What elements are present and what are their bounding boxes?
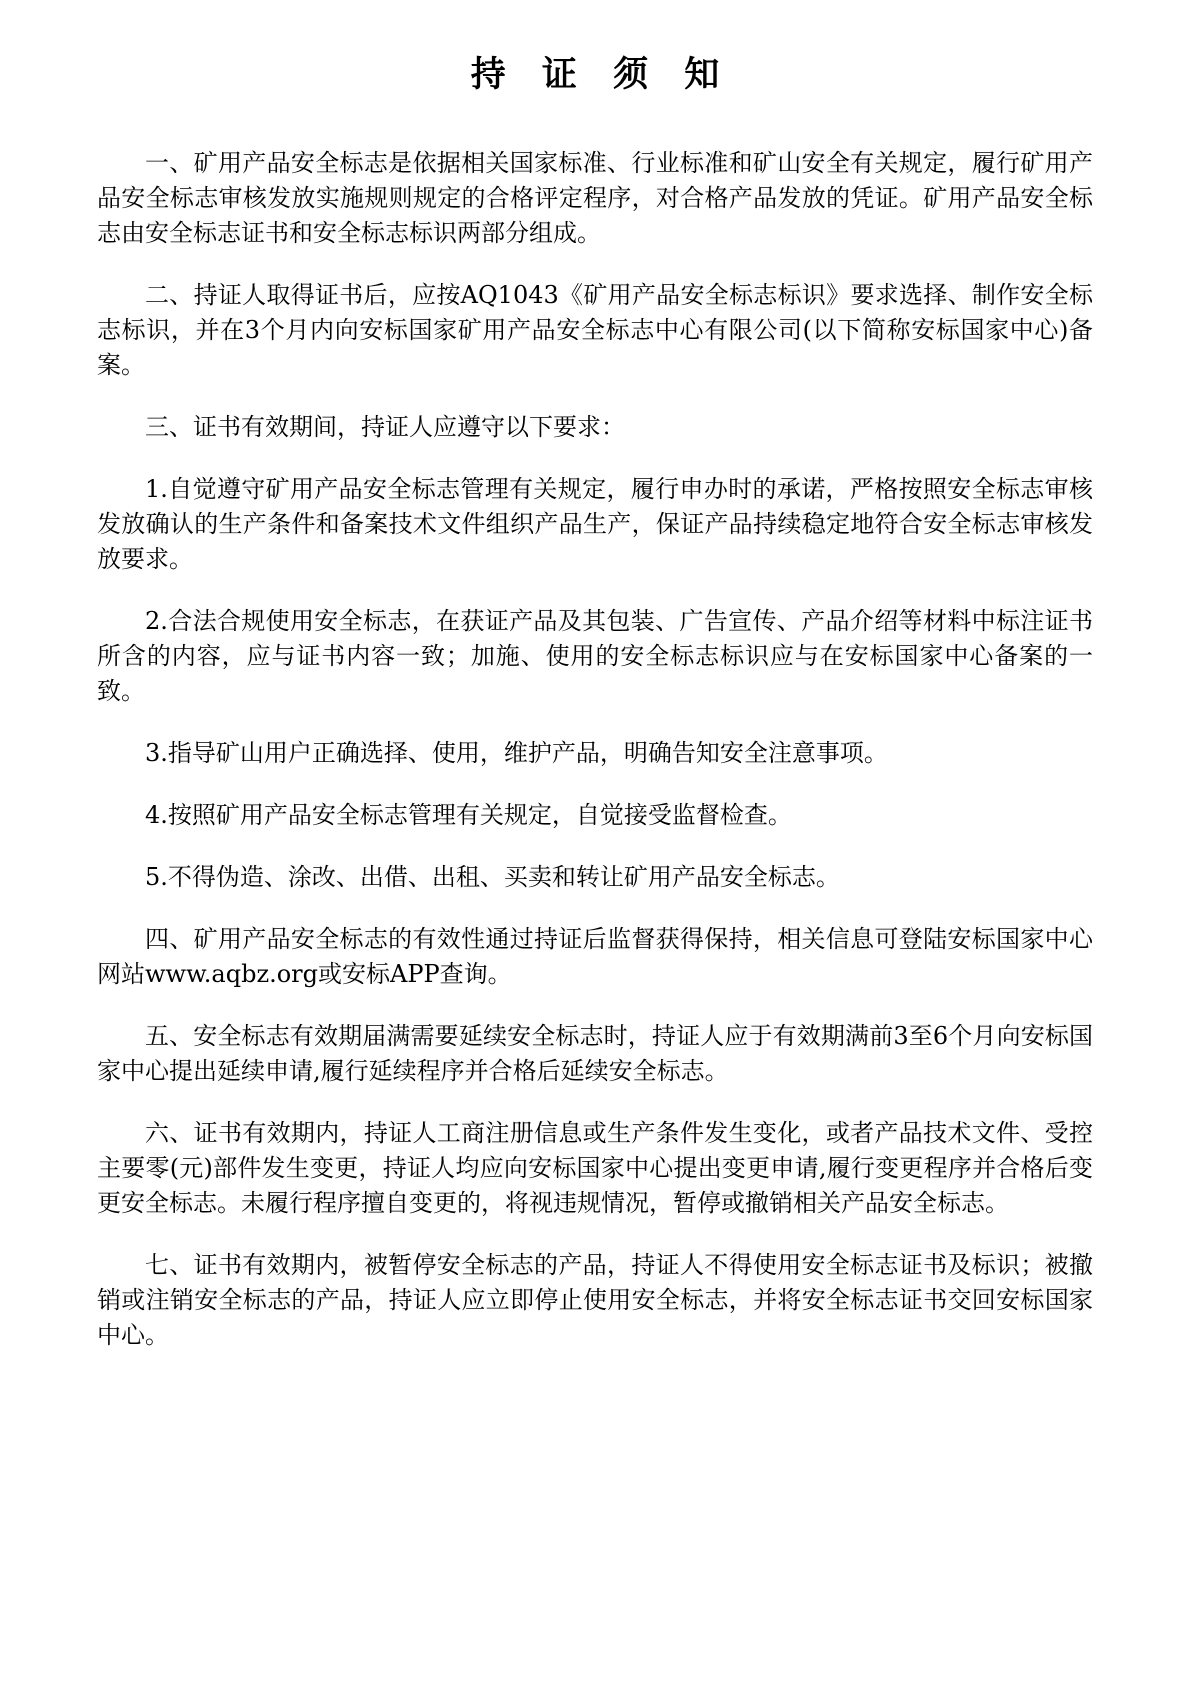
paragraph-section-5: 五、安全标志有效期届满需要延续安全标志时，持证人应于有效期满前3至6个月向安标国家中心提出延续申请,履行延续程序并合格后延续安全标志。 <box>97 1022 1093 1085</box>
paragraph-item-2: 2.合法合规使用安全标志，在获证产品及其包装、广告宣传、产品介绍等材料中标注证书所含的内容，应与证书内容一致；加施、使用的安全标志标识应与在安标国家中心备案的一致。 <box>97 607 1093 705</box>
paragraph-section-4: 四、矿用产品安全标志的有效性通过持证后监督获得保持，相关信息可登陆安标国家中心网站www.aqbz.org或安标APP查询。 <box>97 925 1093 988</box>
paragraph-section-7: 七、证书有效期内，被暂停安全标志的产品，持证人不得使用安全标志证书及标识；被撤销或注销安全标志的产品，持证人应立即停止使用安全标志，并将安全标志证书交回安标国家中心。 <box>97 1251 1093 1349</box>
paragraph-section-1: 一、矿用产品安全标志是依据相关国家标准、行业标准和矿山安全有关规定，履行矿用产品安全标志审核发放实施规则规定的合格评定程序，对合格产品发放的凭证。矿用产品安全标志由安全标志证书和安全标志标识两部分组成。 <box>97 149 1093 247</box>
page-title: 持 证 须 知 <box>470 54 732 95</box>
paragraph-item-5: 5.不得伪造、涂改、出借、出租、买卖和转让矿用产品安全标志。 <box>145 863 840 891</box>
paragraph-section-3: 三、证书有效期间，持证人应遵守以下要求： <box>145 413 625 441</box>
paragraph-item-3: 3.指导矿山用户正确选择、使用，维护产品，明确告知安全注意事项。 <box>145 739 888 767</box>
paragraph-item-1: 1.自觉遵守矿用产品安全标志管理有关规定，履行申办时的承诺，严格按照安全标志审核发放确认的生产条件和备案技术文件组织产品生产，保证产品持续稳定地符合安全标志审核发放要求。 <box>97 475 1093 573</box>
paragraph-section-6: 六、证书有效期内，持证人工商注册信息或生产条件发生变化，或者产品技术文件、受控主要零(元)部件发生变更，持证人均应向安标国家中心提出变更申请,履行变更程序并合格后变更安全标志。未履行程序擅自变更的，将视违规情况，暂停或撤销相关产品安全标志。 <box>97 1119 1093 1217</box>
paragraph-item-4: 4.按照矿用产品安全标志管理有关规定，自觉接受监督检查。 <box>145 801 792 829</box>
paragraph-section-2: 二、持证人取得证书后，应按AQ1043《矿用产品安全标志标识》要求选择、制作安全标志标识，并在3个月内向安标国家矿用产品安全标志中心有限公司(以下简称安标国家中心)备案。 <box>97 281 1093 379</box>
